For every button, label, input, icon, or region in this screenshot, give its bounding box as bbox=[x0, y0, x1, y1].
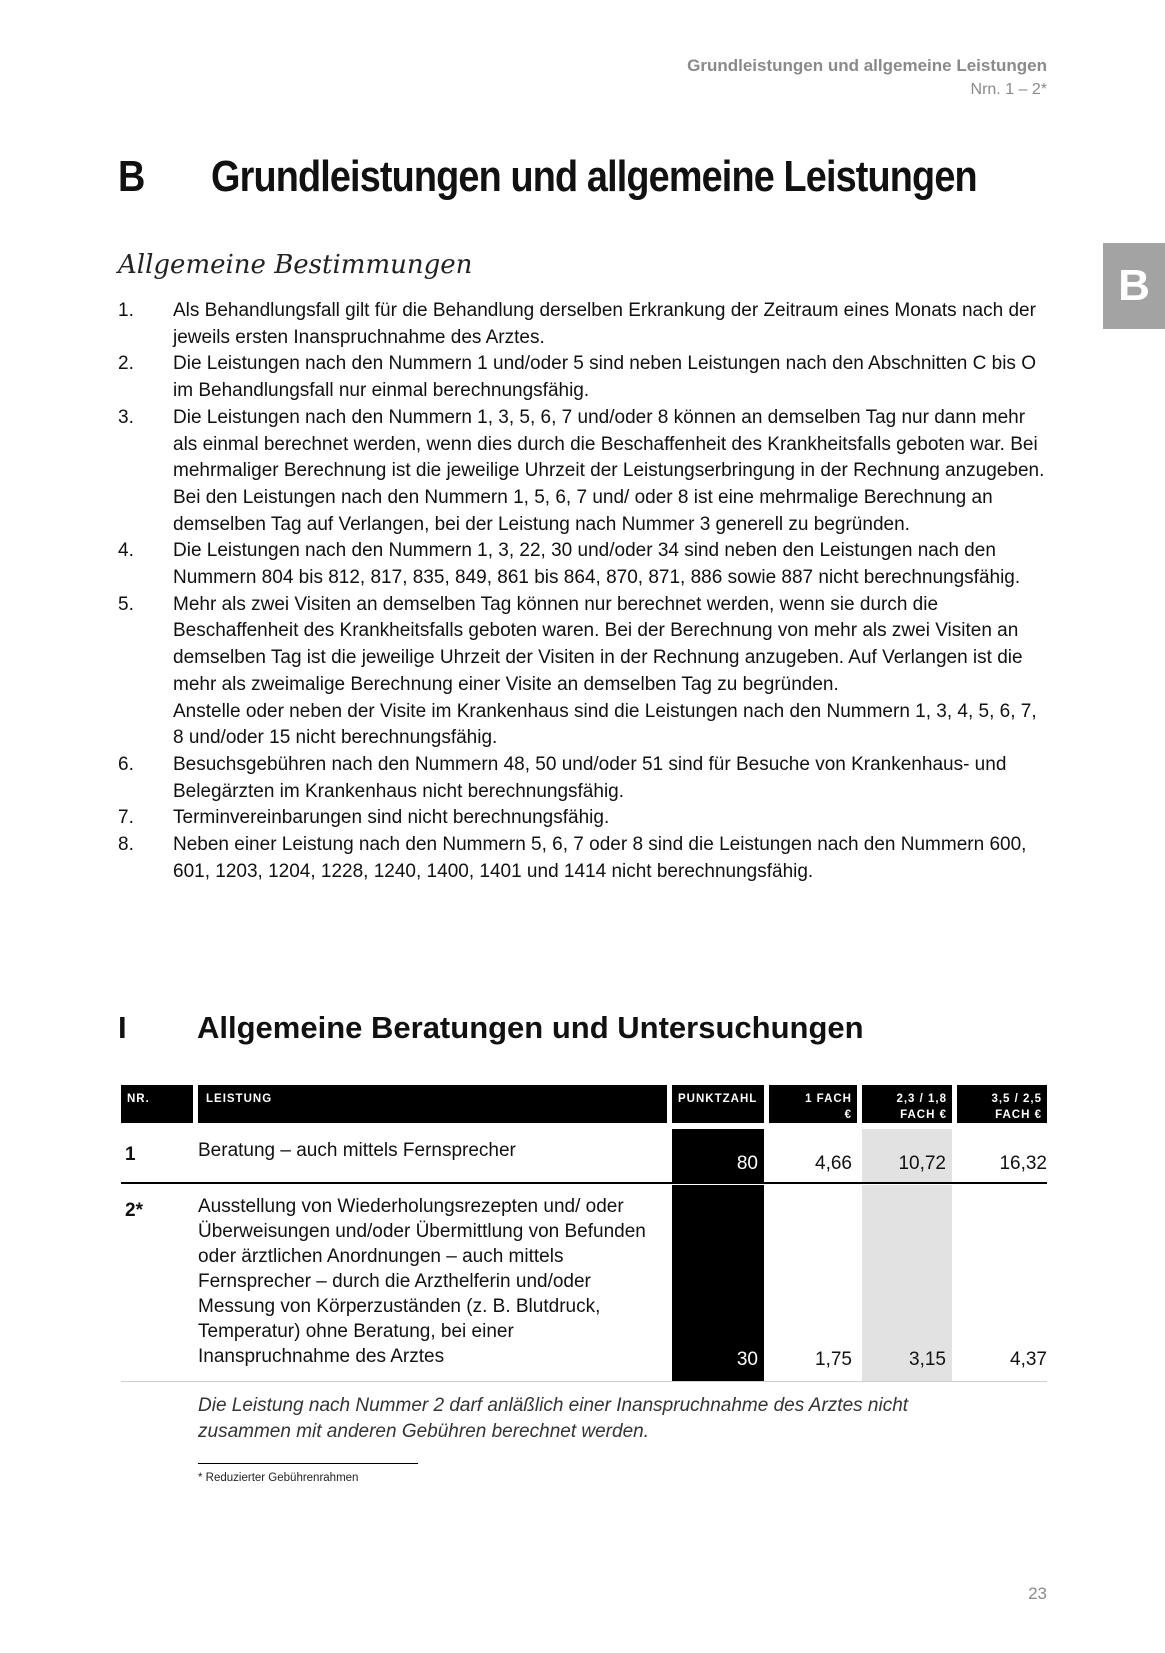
rule-text: Als Behandlungsfall gilt für die Behandlung derselben Erkrankung der Zeitraum eines Monats nach der jeweils ersten Inanspruchnahme des Arztes. bbox=[173, 300, 1036, 348]
row-fach2: 10,72 bbox=[898, 1153, 946, 1174]
rule-item bbox=[118, 752, 1048, 805]
row-leistung: Ausstellung von Wiederholungsrezepten und/ oder Überweisungen und/oder Übermittlung von Befunden oder ärztlichen Anordnungen – auch mittels Fernsprecher – durch die Arzthelferin und/oder Messung von Körperzuständen (z. B. Blutdruck, Temperatur) ohne Beratung, bei einer Inanspruchnahme des Arztes bbox=[198, 1196, 646, 1367]
rule-number: 3. bbox=[118, 406, 134, 428]
rule-text: Anstelle oder neben der Visite im Krankenhaus sind die Leistungen nach den Nummern 1, 3, 4, 5, 6, 7, 8 und/oder 15 nicht berechnungsfähig. bbox=[173, 700, 1037, 749]
row-fach3: 16,32 bbox=[999, 1153, 1047, 1174]
row-fach1: 4,66 bbox=[815, 1153, 852, 1174]
footnote-divider bbox=[198, 1463, 418, 1464]
row-fach3: 4,37 bbox=[1010, 1349, 1047, 1370]
chapter-letter: B bbox=[118, 152, 145, 201]
rule-number: 5. bbox=[118, 593, 134, 615]
header-fach1: 1 FACH € bbox=[769, 1085, 857, 1123]
rule-item bbox=[118, 592, 1048, 752]
running-head-title: Grundleistungen und allgemeine Leistungen bbox=[687, 56, 1047, 75]
header-fach2: 2,3 / 1,8 FACH € bbox=[862, 1085, 952, 1123]
header-fach3: 3,5 / 2,5 FACH € bbox=[957, 1085, 1047, 1123]
rule-item bbox=[118, 832, 1048, 885]
rule-number: 1. bbox=[118, 300, 134, 321]
row-leistung: Beratung – auch mittels Fernsprecher bbox=[198, 1140, 516, 1161]
rule-text: Neben einer Leistung nach den Nummern 5, 6, 7 oder 8 sind die Leistungen nach den Nummern 600, 601, 1203, 1204, 1228, 1240, 1400, 1401 und 1414 nicht berechnungsfähig. bbox=[173, 834, 1027, 882]
running-head bbox=[687, 54, 1047, 102]
section-title: Allgemeine Beratungen und Untersuchungen bbox=[197, 1010, 864, 1045]
header-nr: NR. bbox=[121, 1085, 193, 1123]
header-leistung: LEISTUNG bbox=[198, 1085, 667, 1123]
rules-list bbox=[118, 298, 1048, 885]
chapter-title: Grundleistungen und allgemeine Leistungen bbox=[211, 152, 977, 201]
subheading: Allgemeine Bestimmungen bbox=[118, 250, 473, 280]
table-note: Die Leistung nach Nummer 2 darf anläßlich einer Inanspruchnahme des Arztes nicht zusammen mit anderen Gebühren berechnet werden. bbox=[198, 1395, 909, 1442]
header-punktzahl: PUNKTZAHL bbox=[672, 1085, 764, 1123]
running-head-range: Nrn. 1 – 2* bbox=[970, 81, 1047, 98]
rule-text: Mehr als zwei Visiten an demselben Tag können nur berechnet werden, wenn sie durch die Beschaffenheit des Krankheitsfalls geboten waren. Bei der Berechnung von mehr als zwei Visiten an demselben Tag ist die jeweilige Uhrzeit der Visiten in der Rechnung anzugeben. Auf Verlangen ist die mehr als zweimalige Berechnung einer Visite an demselben Tag zu begründen. bbox=[173, 593, 1023, 695]
rule-number: 4. bbox=[118, 540, 134, 562]
row-nr: 1 bbox=[125, 1144, 136, 1165]
rule-text: Die Leistungen nach den Nummern 1 und/oder 5 sind neben Leistungen nach den Abschnitten C bis O im Behandlungsfall nur einmal berechnungsfähig. bbox=[173, 353, 1036, 402]
rule-number: 2. bbox=[118, 353, 134, 375]
rule-text: Die Leistungen nach den Nummern 1, 3, 5, 6, 7 und/oder 8 können an demselben Tag nur dann mehr als einmal berechnet werden, wenn dies durch die Beschaffenheit des Krankheitsfalls geboten war. Bei mehrmaliger Berechnung ist die jeweilige Uhrzeit der Leistungserbringung in der Rechnung anzugeben. Bei den Leistungen nach den Nummern 1, 5, 6, 7 und/ oder 8 ist eine mehrmalige Berechnung an demselben Tag auf Verlangen, bei der Leistung nach Nummer 3 generell zu begründen. bbox=[173, 406, 1045, 535]
footnote: * Reduzierter Gebührenrahmen bbox=[198, 1472, 359, 1484]
rule-number: 8. bbox=[118, 834, 134, 856]
row-nr: 2* bbox=[125, 1200, 143, 1221]
rule-number: 6. bbox=[118, 753, 134, 775]
row-divider bbox=[121, 1381, 1047, 1382]
rule-item bbox=[118, 351, 1048, 404]
row-fach2: 3,15 bbox=[909, 1349, 946, 1370]
row-punktzahl: 80 bbox=[736, 1153, 758, 1174]
rule-text: Die Leistungen nach den Nummern 1, 3, 22, 30 und/oder 34 sind neben den Leistungen nach den Nummern 804 bis 812, 817, 835, 849, 861 bis 864, 870, 871, 886 sowie 887 nicht berechnungsfähig. bbox=[173, 540, 1021, 589]
row-punktzahl: 30 bbox=[736, 1349, 758, 1370]
chapter-tab-marker: B bbox=[1103, 243, 1165, 329]
rule-number: 7. bbox=[118, 807, 134, 829]
row-divider bbox=[121, 1182, 1047, 1184]
page-number: 23 bbox=[1028, 1584, 1047, 1603]
rule-item bbox=[118, 538, 1048, 591]
rule-item bbox=[118, 405, 1048, 539]
rule-item bbox=[118, 298, 1048, 351]
rule-item bbox=[118, 805, 1048, 832]
section-number: I bbox=[118, 1010, 127, 1045]
row-fach1: 1,75 bbox=[815, 1349, 852, 1370]
rule-text: Besuchsgebühren nach den Nummern 48, 50 und/oder 51 sind für Besuche von Krankenhaus- und Belegärzten im Krankenhaus nicht berechnungsfähig. bbox=[173, 753, 1007, 802]
rule-text: Terminvereinbarungen sind nicht berechnungsfähig. bbox=[173, 807, 610, 829]
